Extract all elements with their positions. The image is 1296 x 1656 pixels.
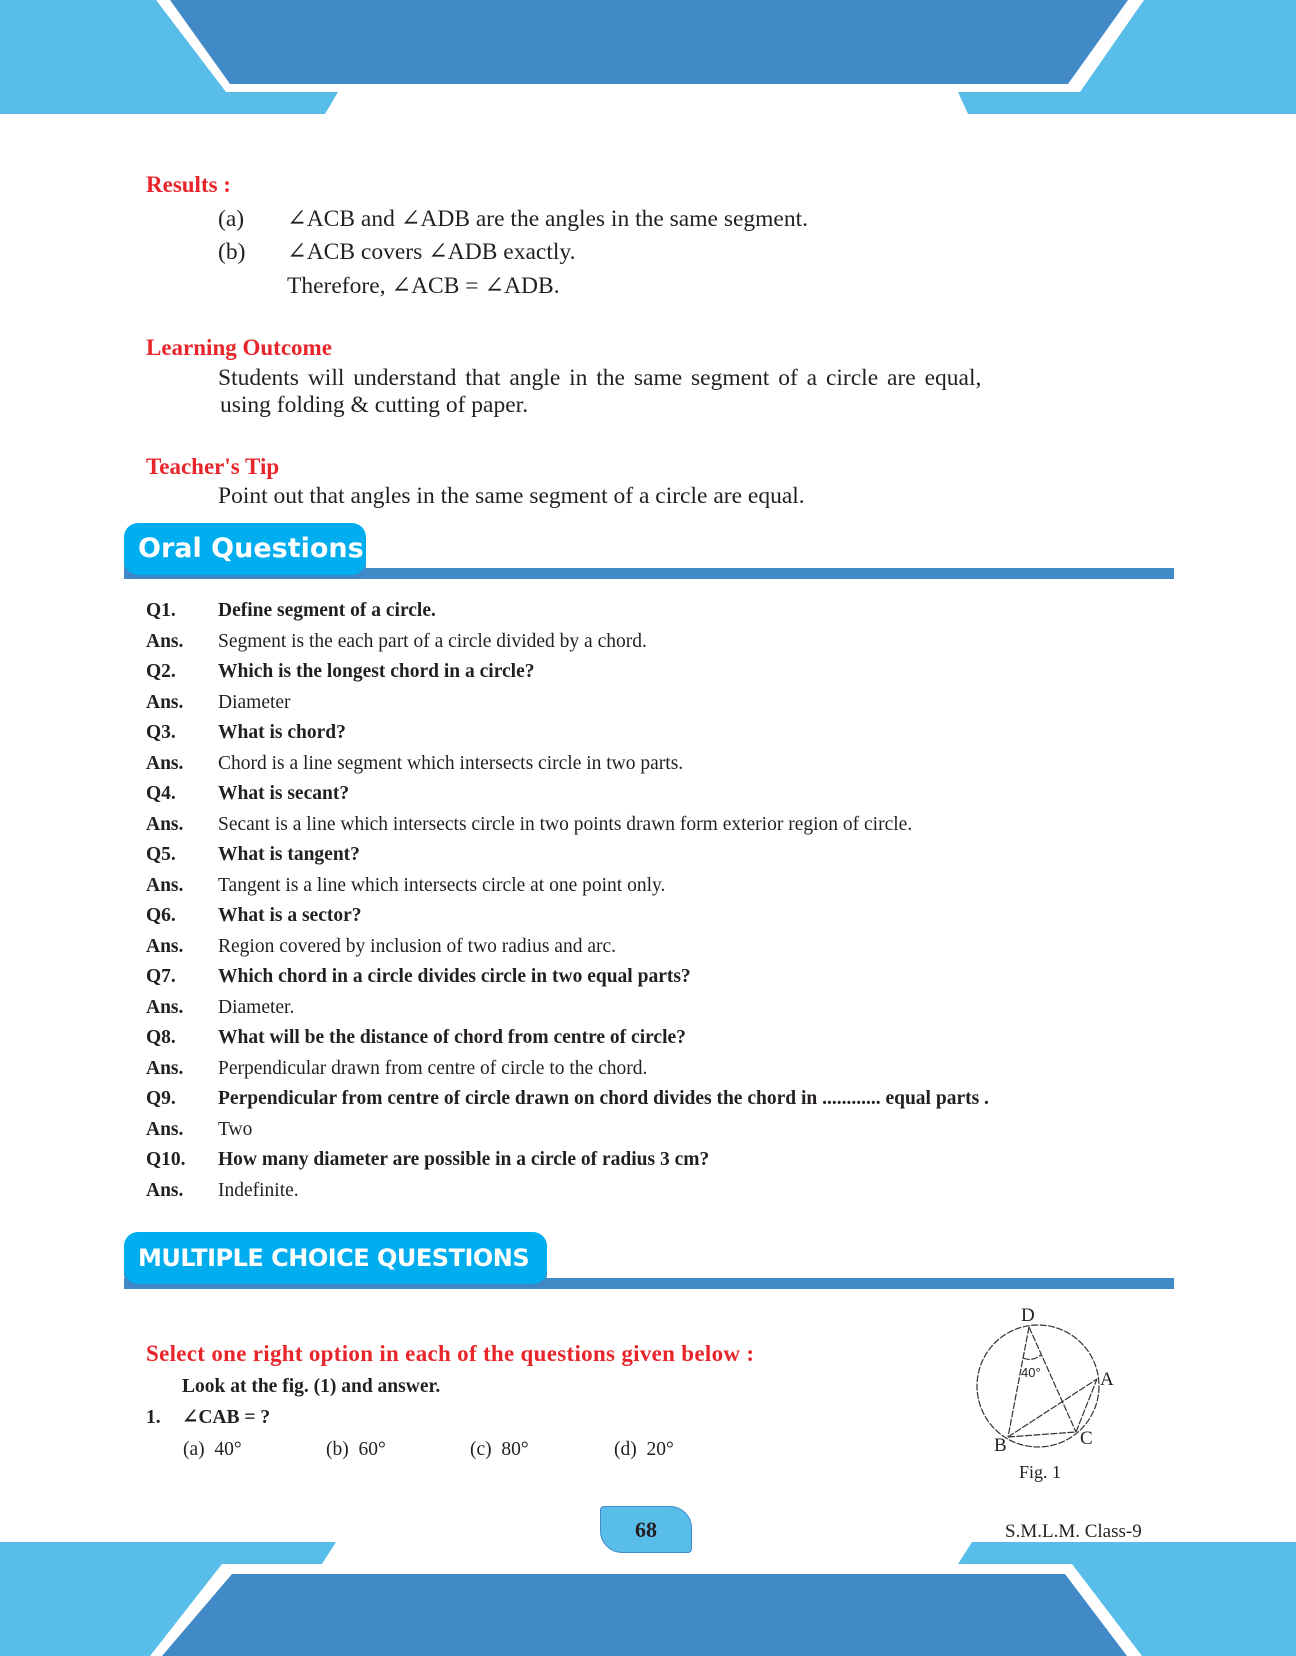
question-number: Q9. bbox=[146, 1088, 176, 1109]
point-label-b: B bbox=[994, 1435, 1007, 1456]
page-number-badge bbox=[600, 1506, 692, 1553]
answer-text: Perpendicular drawn from centre of circle to the chord. bbox=[218, 1057, 648, 1079]
result-conclusion: Therefore, ∠ACB = ∠ADB. bbox=[287, 273, 560, 299]
question-text: What is chord? bbox=[218, 722, 346, 743]
footer-banner bbox=[0, 1540, 1296, 1656]
answer-row bbox=[146, 993, 1186, 1023]
question-row bbox=[146, 1084, 1186, 1114]
question-text: Perpendicular from centre of circle drawn on chord divides the chord in ............ equal parts . bbox=[218, 1088, 989, 1109]
option-value: 80° bbox=[501, 1439, 529, 1460]
question-row bbox=[146, 779, 1186, 809]
answer-text: Indefinite. bbox=[218, 1179, 299, 1201]
page-number: 68 bbox=[635, 1517, 657, 1542]
question-row bbox=[146, 1023, 1186, 1053]
oral-questions-title: Oral Questions bbox=[124, 523, 366, 575]
mcq-option-d[interactable] bbox=[614, 1435, 674, 1465]
learning-outcome-line-2: using folding & cutting of paper. bbox=[220, 392, 529, 418]
answer-text: Diameter bbox=[218, 691, 291, 713]
question-row bbox=[146, 657, 1186, 687]
question-number: Q5. bbox=[146, 844, 176, 865]
question-row bbox=[146, 901, 1186, 931]
answer-row bbox=[146, 932, 1186, 962]
figure-caption: Fig. 1 bbox=[1019, 1462, 1062, 1482]
question-number: Q6. bbox=[146, 905, 176, 926]
option-label: (b) bbox=[326, 1439, 349, 1460]
answer-text: Diameter. bbox=[218, 996, 295, 1018]
option-value: 60° bbox=[358, 1439, 386, 1460]
point-label-c: C bbox=[1080, 1428, 1093, 1449]
header-banner bbox=[0, 0, 1296, 120]
result-a-label: (a) bbox=[218, 206, 245, 232]
answer-row bbox=[146, 810, 1186, 840]
circle-figure bbox=[960, 1300, 1130, 1490]
answer-label: Ans. bbox=[146, 1179, 184, 1201]
result-b-label: (b) bbox=[218, 239, 246, 265]
option-label: (d) bbox=[614, 1439, 637, 1460]
learning-outcome-line-1: Students will understand that angle in the same segment of a circle are equal, bbox=[218, 365, 982, 391]
question-text: What is a sector? bbox=[218, 905, 362, 926]
answer-row bbox=[146, 627, 1186, 657]
answer-text: Segment is the each part of a circle divided by a chord. bbox=[218, 630, 647, 652]
question-text: How many diameter are possible in a circle of radius 3 cm? bbox=[218, 1149, 710, 1170]
answer-row bbox=[146, 688, 1186, 718]
question-row bbox=[146, 718, 1186, 748]
option-label: (a) bbox=[183, 1439, 205, 1460]
question-row bbox=[146, 1145, 1186, 1175]
question-number: Q3. bbox=[146, 722, 176, 743]
answer-text: Secant is a line which intersects circle in two points drawn form exterior region of circle. bbox=[218, 813, 913, 835]
result-a-text: ∠ACB and ∠ADB are the angles in the same segment. bbox=[287, 206, 809, 232]
angle-arc bbox=[1023, 1355, 1041, 1359]
question-number: Q1. bbox=[146, 600, 176, 621]
question-row bbox=[146, 596, 1186, 626]
question-row bbox=[146, 962, 1186, 992]
mcq-option-b[interactable] bbox=[326, 1435, 386, 1465]
answer-row bbox=[146, 871, 1186, 901]
mcq-title: MULTIPLE CHOICE QUESTIONS bbox=[124, 1232, 547, 1284]
mcq-subinstruction: Look at the fig. (1) and answer. bbox=[182, 1376, 441, 1397]
answer-text: Chord is a line segment which intersects circle in two parts. bbox=[218, 752, 684, 774]
question-text: What will be the distance of chord from centre of circle? bbox=[218, 1027, 686, 1048]
option-value: 40° bbox=[214, 1439, 242, 1460]
option-value: 20° bbox=[646, 1439, 674, 1460]
answer-label: Ans. bbox=[146, 813, 184, 835]
answer-label: Ans. bbox=[146, 691, 184, 713]
question-number: Q10. bbox=[146, 1149, 186, 1170]
learning-outcome-heading: Learning Outcome bbox=[146, 335, 332, 360]
answer-row bbox=[146, 1115, 1186, 1145]
answer-label: Ans. bbox=[146, 1057, 184, 1079]
answer-text: Tangent is a line which intersects circle at one point only. bbox=[218, 874, 666, 896]
results-heading: Results : bbox=[146, 172, 231, 197]
answer-label: Ans. bbox=[146, 935, 184, 957]
answer-row bbox=[146, 749, 1186, 779]
teachers-tip-text: Point out that angles in the same segment of a circle are equal. bbox=[218, 483, 805, 509]
question-number: Q8. bbox=[146, 1027, 176, 1048]
question-number: Q4. bbox=[146, 783, 176, 804]
question-text: Which is the longest chord in a circle? bbox=[218, 661, 535, 682]
question-number: Q2. bbox=[146, 661, 176, 682]
mcq-instruction: Select one right option in each of the questions given below : bbox=[146, 1341, 755, 1366]
answer-label: Ans. bbox=[146, 1118, 184, 1140]
answer-text: Two bbox=[218, 1118, 253, 1140]
question-text: What is tangent? bbox=[218, 844, 360, 865]
option-label: (c) bbox=[470, 1439, 492, 1460]
question-number: Q7. bbox=[146, 966, 176, 987]
answer-label: Ans. bbox=[146, 630, 184, 652]
answer-label: Ans. bbox=[146, 996, 184, 1018]
teachers-tip-heading: Teacher's Tip bbox=[146, 454, 280, 479]
question-row bbox=[146, 840, 1186, 870]
point-label-d: D bbox=[1021, 1305, 1035, 1326]
mcq-option-a[interactable] bbox=[183, 1435, 242, 1465]
question-text: What is secant? bbox=[218, 783, 350, 804]
mcq-question-number: 1. bbox=[146, 1407, 161, 1428]
chord-db bbox=[1008, 1327, 1029, 1437]
answer-text: Region covered by inclusion of two radius and arc. bbox=[218, 935, 617, 957]
answer-row bbox=[146, 1176, 1186, 1206]
answer-label: Ans. bbox=[146, 874, 184, 896]
mcq-option-c[interactable] bbox=[470, 1435, 529, 1465]
book-title: S.M.L.M. Class-9 bbox=[1005, 1521, 1142, 1542]
mcq-question-text: ∠CAB = ? bbox=[182, 1407, 271, 1428]
point-label-a: A bbox=[1100, 1369, 1114, 1390]
answer-row bbox=[146, 1054, 1186, 1084]
chord-bc bbox=[1008, 1432, 1076, 1437]
angle-label: 40° bbox=[1021, 1365, 1041, 1380]
question-text: Which chord in a circle divides circle in two equal parts? bbox=[218, 966, 691, 987]
question-text: Define segment of a circle. bbox=[218, 600, 436, 621]
result-b-text: ∠ACB covers ∠ADB exactly. bbox=[287, 239, 576, 265]
answer-label: Ans. bbox=[146, 752, 184, 774]
chord-ca bbox=[1076, 1379, 1097, 1432]
